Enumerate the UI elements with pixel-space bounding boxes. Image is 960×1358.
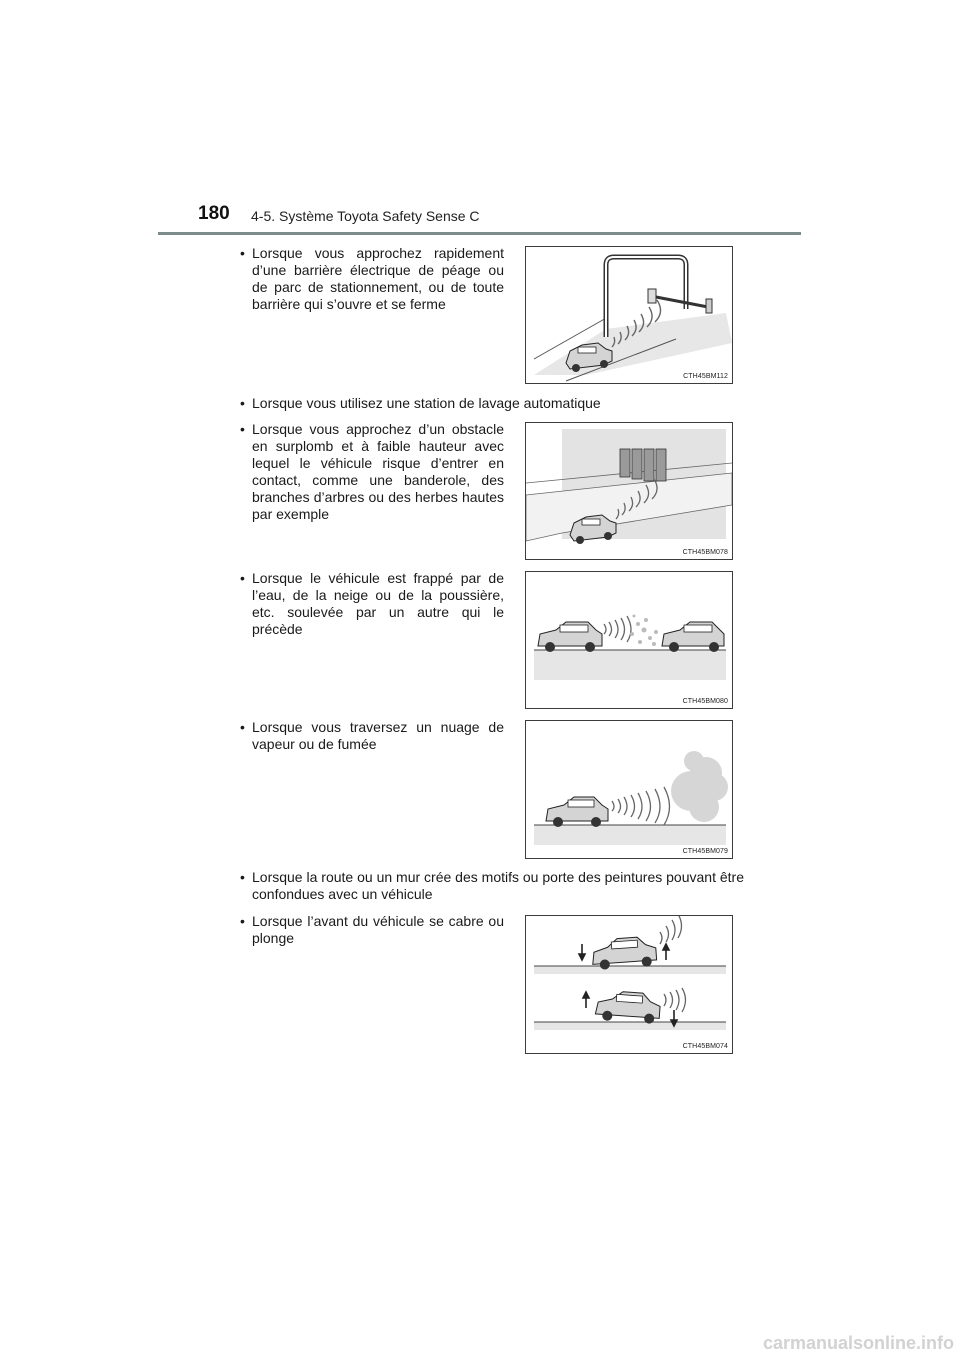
car-icon bbox=[538, 622, 602, 652]
bullet-marker: • bbox=[240, 869, 245, 885]
bullet-item bbox=[240, 913, 504, 947]
car-icon bbox=[662, 622, 724, 652]
bullet-text: Lorsque vous traversez un nuage de vapeur ou de fumée bbox=[252, 719, 504, 752]
bullet-item bbox=[240, 245, 504, 313]
figure-pitching bbox=[525, 915, 733, 1054]
overhead-obstacle-illustration bbox=[526, 423, 732, 559]
car-icon bbox=[591, 936, 657, 970]
bullet-item bbox=[240, 395, 744, 412]
bullet-item bbox=[240, 869, 744, 903]
car-icon bbox=[595, 990, 661, 1024]
figure-code: CTH45BM074 bbox=[682, 1043, 728, 1050]
figure-code: CTH45BM112 bbox=[683, 373, 728, 380]
toll-barrier-illustration bbox=[526, 247, 732, 383]
figure-toll-barrier bbox=[525, 246, 733, 384]
watermark: carmanualsonline.info bbox=[762, 1333, 954, 1353]
figure-smoke bbox=[525, 720, 733, 859]
bullet-item bbox=[240, 421, 504, 523]
smoke-illustration bbox=[526, 721, 732, 858]
bullet-marker: • bbox=[240, 719, 245, 735]
page-number: 180 bbox=[198, 203, 230, 224]
bullet-text: Lorsque vous utilisez une station de lavage automatique bbox=[252, 395, 601, 411]
figure-overhead-obstacle bbox=[525, 422, 733, 560]
spray-illustration bbox=[526, 572, 732, 708]
figure-code: CTH45BM078 bbox=[682, 549, 728, 556]
figure-spray bbox=[525, 571, 733, 709]
bullet-item bbox=[240, 719, 504, 753]
bullet-marker: • bbox=[240, 570, 245, 586]
bullet-marker: • bbox=[240, 395, 245, 411]
bullet-text: Lorsque vous approchez rapidement d’une barrière électrique de péage ou de parc de stationnement, ou de toute barrière qui s’ouvre et se ferme bbox=[252, 245, 504, 312]
bullet-item bbox=[240, 570, 504, 638]
car-icon bbox=[546, 797, 608, 827]
bullet-text: Lorsque vous approchez d’un obstacle en surplomb et à faible hauteur avec lequel le véhicule risque d’entrer en contact, comme une banderole, des branches d’arbres ou des herbes hautes par exemple bbox=[252, 421, 504, 522]
bullet-text: Lorsque le véhicule est frappé par de l’eau, de la neige ou de la poussière, etc. soulevée par un autre qui le précède bbox=[252, 570, 504, 637]
bullet-text: Lorsque la route ou un mur crée des motifs ou porte des peintures pouvant être confondues avec un véhicule bbox=[252, 869, 744, 902]
bullet-text: Lorsque l’avant du véhicule se cabre ou plonge bbox=[252, 913, 504, 946]
pitching-illustration bbox=[526, 916, 732, 1053]
bullet-marker: • bbox=[240, 421, 245, 437]
bullet-marker: • bbox=[240, 245, 245, 261]
section-title: 4-5. Système Toyota Safety Sense C bbox=[251, 208, 480, 224]
figure-code: CTH45BM080 bbox=[682, 698, 728, 705]
bullet-marker: • bbox=[240, 913, 245, 929]
figure-code: CTH45BM079 bbox=[682, 848, 728, 855]
header-divider bbox=[158, 232, 801, 235]
